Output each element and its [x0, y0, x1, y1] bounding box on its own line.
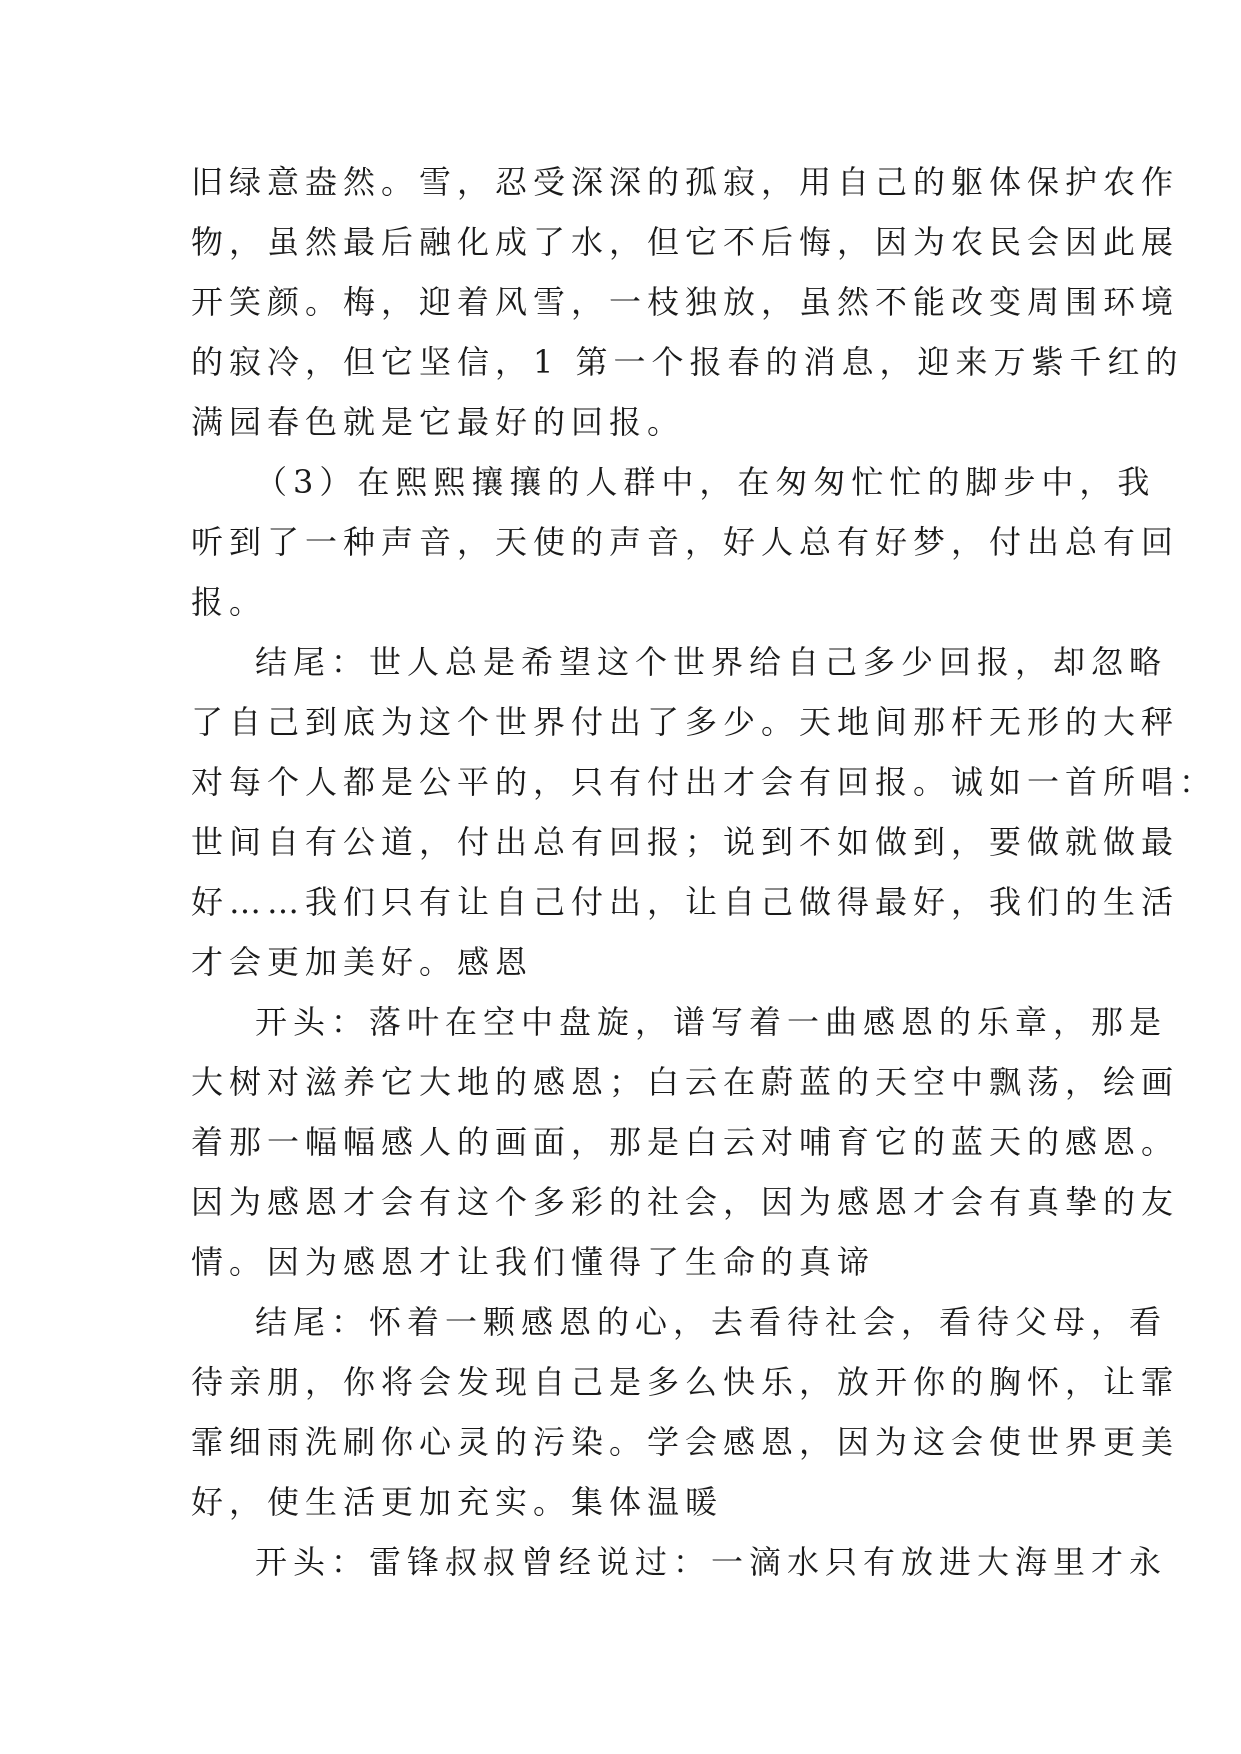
text-line: 旧绿意盎然。雪，忍受深深的孤寂，用自己的躯体保护农作 [191, 163, 1180, 201]
text-line: 了自己到底为这个世界付出了多少。天地间那杆无形的大秤 [191, 703, 1180, 741]
text-line: 满园春色就是它最好的回报。 [191, 403, 686, 441]
text-line: 开笑颜。梅，迎着风雪，一枝独放，虽然不能改变周围环境 [191, 283, 1180, 321]
text-line: 着那一幅幅感人的画面，那是白云对哺育它的蓝天的感恩。 [191, 1123, 1180, 1161]
text-line: 待亲朋，你将会发现自己是多么快乐，放开你的胸怀，让霏 [191, 1363, 1180, 1401]
text-line: 好，使生活更加充实。集体温暖 [191, 1483, 724, 1521]
text-line: 结尾：世人总是希望这个世界给自己多少回报，却忽略 [255, 643, 1168, 681]
text-line: （3）在熙熙攘攘的人群中，在匆匆忙忙的脚步中，我 [255, 463, 1156, 501]
text-line: 报。 [191, 583, 268, 621]
text-line: 听到了一种声音，天使的声音，好人总有好梦，付出总有回 [191, 523, 1180, 561]
text-line: 的寂冷，但它坚信，1 第一个报春的消息，迎来万紫千红的 [191, 343, 1184, 381]
text-line: 好……我们只有让自己付出，让自己做得最好，我们的生活 [191, 883, 1180, 921]
text-line: 霏细雨洗刷你心灵的污染。学会感恩，因为这会使世界更美 [191, 1423, 1180, 1461]
text-line: 对每个人都是公平的，只有付出才会有回报。诚如一首所唱： [191, 763, 1218, 801]
text-line: 才会更加美好。感恩 [191, 943, 534, 981]
document-body [191, 152, 1218, 1592]
text-line: 开头：落叶在空中盘旋，谱写着一曲感恩的乐章，那是 [255, 1003, 1168, 1041]
text-line: 开头：雷锋叔叔曾经说过：一滴水只有放进大海里才永 [255, 1543, 1168, 1581]
text-line: 世间自有公道，付出总有回报；说到不如做到，要做就做最 [191, 823, 1180, 861]
text-line: 因为感恩才会有这个多彩的社会，因为感恩才会有真挚的友 [191, 1183, 1180, 1221]
text-line: 物，虽然最后融化成了水，但它不后悔，因为农民会因此展 [191, 223, 1180, 261]
text-line: 大树对滋养它大地的感恩；白云在蔚蓝的天空中飘荡，绘画 [191, 1063, 1180, 1101]
text-line: 结尾：怀着一颗感恩的心，去看待社会，看待父母，看 [255, 1303, 1168, 1341]
text-line: 情。因为感恩才让我们懂得了生命的真谛 [191, 1243, 876, 1281]
